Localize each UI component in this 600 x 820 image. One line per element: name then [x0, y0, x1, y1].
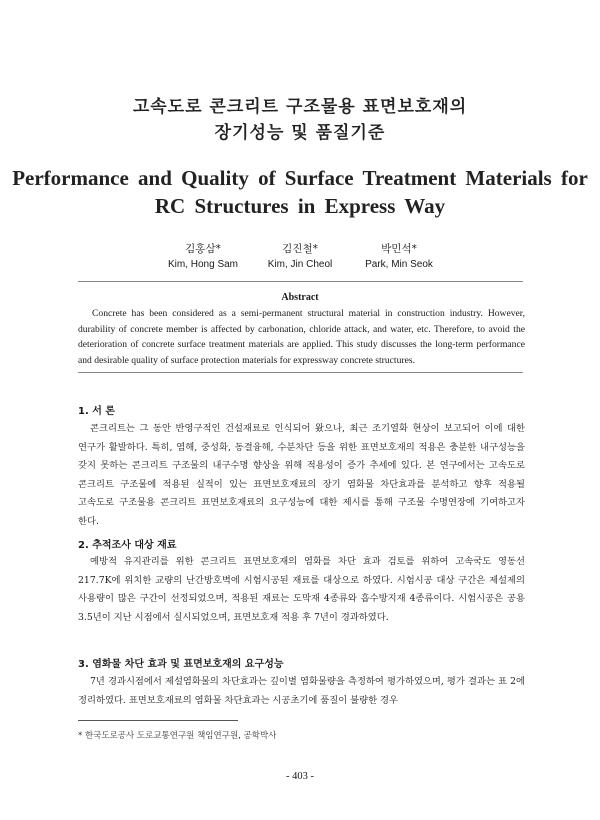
section-1-text: 콘크리트는 그 동안 반영구적인 건설재료로 인식되어 왔으나, 최근 조기열화 현상이 보고되어 이에 대한 연구가 활발하다. 특히, 염해, 중성화, 동결융해, 수분차단 등을 위한 표면보호재의 적용은 충분한 내구성능을 갖지 못하는 콘크리트 구조물의 내구수명 향상을 위해 적용성이 증가 추세에 있다. 본 연구에서는 고속도로 콘크리트 구조물에 적용된 실적이 있는 표면보호재료의 장기 염화물 차단효과를 분석하고 향후 적용될 고속도로 구조물용 콘크리트 표면보호재료의 요구성능에 대한 제시를 통해 구조물 수명연장에 기여하고자 한다. [78, 423, 525, 527]
author-3-korean-name: 박민석* [381, 243, 417, 255]
footnote-rule [78, 720, 238, 721]
author-3-english-name: Park, Min Seok [365, 259, 433, 270]
korean-title-line-1: 고속도로 콘크리트 구조물용 표면보호재의 [132, 97, 468, 117]
author-1-english-name: Kim, Hong Sam [167, 259, 239, 270]
author-1-korean-name: 김홍삼* [185, 243, 221, 255]
author-2-korean-name: 김진철* [282, 243, 318, 255]
section-2-heading: 2. 추적조사 대상 재료 [78, 540, 177, 551]
abstract-bottom-rule [78, 372, 523, 373]
abstract-heading: Abstract [281, 292, 319, 303]
section-3-heading: 3. 염화물 차단 효과 및 표면보호재의 요구성능 [78, 659, 284, 670]
english-title-line-1: Performance and Quality of Surface Treatment Materials for [12, 166, 588, 190]
abstract-top-rule [78, 281, 523, 282]
author-3 [324, 241, 474, 270]
english-title-line-2: RC Structures in Express Way [154, 194, 446, 218]
author-affiliation-footnote: * 한국도로공사 도로교통연구원 책임연구원, 공학박사 [78, 731, 277, 741]
page-number: - 403 - [286, 771, 314, 782]
korean-title-line-2: 장기성능 및 품질기준 [214, 123, 386, 143]
section-3-text: 7년 경과시점에서 제설염화물의 차단효과는 깊이별 염화물량을 측정하여 평가하였으며, 평가 결과는 표 2에 정리하였다. 표면보호재료의 염화물 차단효과는 시공초기에 품질이 불량한 경우 [78, 676, 525, 706]
section-2-text: 예방적 유지관리를 위한 콘크리트 표면보호재의 염화를 차단 효과 검토를 위하여 고속국도 영동선 217.7K에 위치한 교량의 난간방호벽에 시험시공된 재료를 대상으로 하였다. 시험시공 대상 구간은 제설제의 사용량이 많은 구간이 선정되었으며, 적용된 재료는 도막재 4종류와 흡수방지재 4종류이다. 시험시공은 공용 3.5년이 지난 시점에서 실시되었으며, 표면보호재 적용 후 7년이 경과하였다. [78, 556, 525, 623]
section-1-heading: 1. 서 론 [78, 406, 116, 417]
abstract-text: Concrete has been considered as a semi-permanent structural material in construction industry. However, durability of concrete member is affected by carbonation, chloride attack, and water, etc. Therefore, to avoid the deterioration of concrete surface treatment materials are applied. This study discusses the long-term performance and desirable quality of surface protection materials for expressway concrete structures. [78, 308, 525, 366]
author-2-english-name: Kim, Jin Cheol [267, 259, 333, 270]
